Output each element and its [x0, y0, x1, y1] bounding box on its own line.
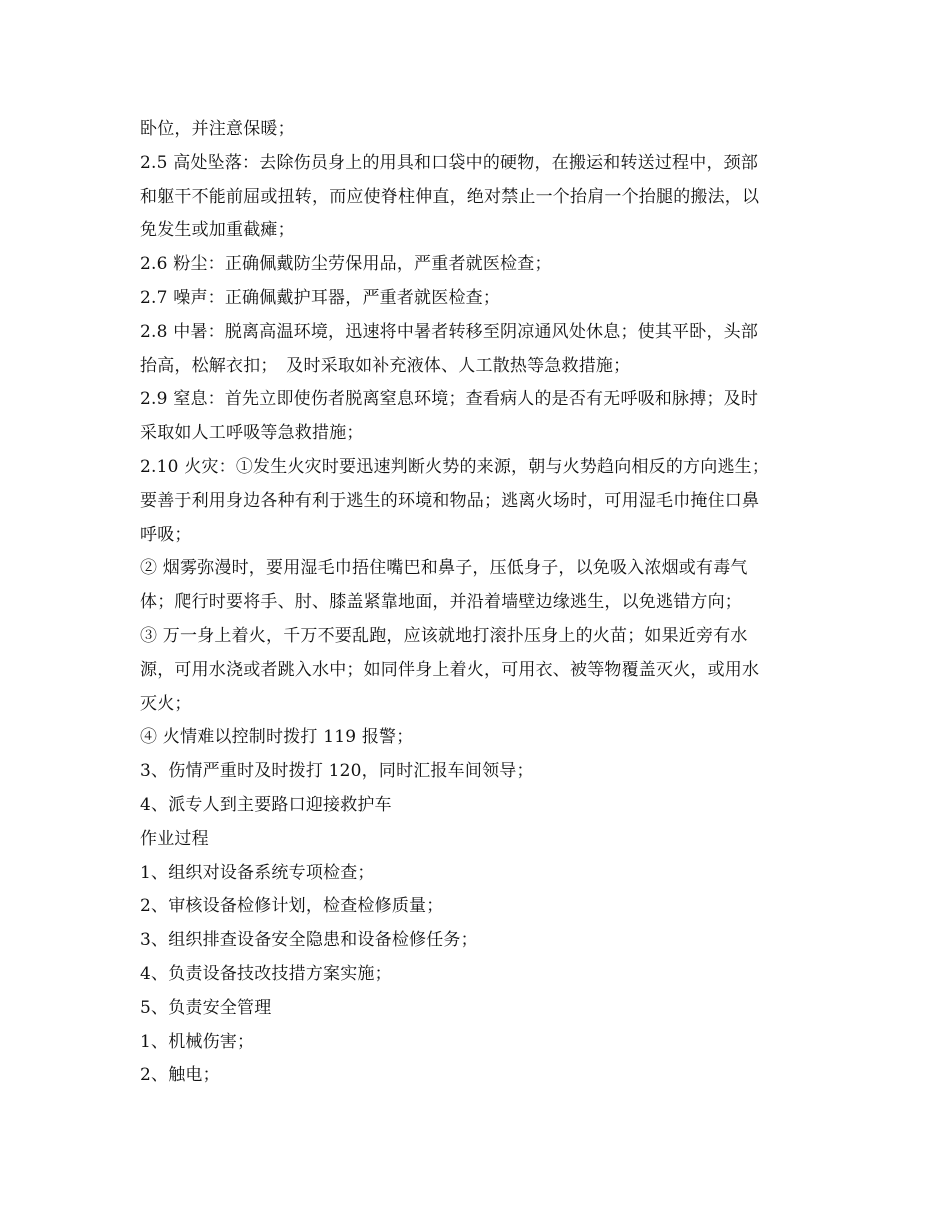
text-line: 2、审核设备检修计划，检查检修质量；: [140, 896, 444, 917]
text-line: 3、组织排查设备安全隐患和设备检修任务；: [140, 930, 478, 951]
text-line: 要善于利用身边各种有利于逃生的环境和物品；逃离火场时，可用湿毛巾掩住口鼻: [140, 490, 760, 511]
text-line: 2.8 中暑：脱离高温环境，迅速将中暑者转移至阴凉通风处休息；使其平卧，头部: [140, 321, 759, 342]
document-body: [140, 113, 820, 1093]
text-line: ② 烟雾弥漫时，要用湿毛巾捂住嘴巴和鼻子，压低身子，以免吸入浓烟或有毒气: [140, 558, 748, 579]
text-line: 体；爬行时要将手、肘、膝盖紧靠地面，并沿着墙壁边缘逃生，以免逃错方向；: [140, 592, 742, 613]
text-line: ④ 火情难以控制时拨打 119 报警；: [140, 727, 414, 748]
text-line: 3、伤情严重时及时拨打 120，同时汇报车间领导；: [140, 761, 534, 782]
text-line: ③ 万一身上着火，千万不要乱跑，应该就地打滚扑压身上的火苗；如果近旁有水: [140, 625, 748, 646]
text-line: 源，可用水浇或者跳入水中；如同伴身上着火，可用衣、被等物覆盖灭火，或用水: [140, 659, 760, 680]
text-line: 4、派专人到主要路口迎接救护车: [140, 794, 392, 815]
text-line: 2.10 火灾：①发生火灾时要迅速判断火势的来源，朝与火势趋向相反的方向逃生；: [140, 456, 770, 477]
text-line: 2.6 粉尘：正确佩戴防尘劳保用品，严重者就医检查；: [140, 254, 552, 275]
text-line: 采取如人工呼吸等急救措施；: [140, 423, 364, 444]
text-line: 2、触电；: [140, 1065, 220, 1086]
text-line: 4、负责设备技改技措方案实施；: [140, 963, 392, 984]
text-line: 卧位，并注意保暖；: [140, 119, 295, 139]
text-line: 1、机械伤害；: [140, 1031, 255, 1052]
text-line: 呼吸；: [140, 524, 192, 545]
text-line: 免发生或加重截瘫；: [140, 220, 295, 241]
section-heading: 作业过程: [140, 828, 209, 849]
text-line: 和躯干不能前屈或扭转，而应使脊柱伸直，绝对禁止一个抬肩一个抬腿的搬法，以: [140, 186, 760, 207]
text-line: 2.7 噪声：正确佩戴护耳器，严重者就医检查；: [140, 287, 501, 308]
text-line: 1、组织对设备系统专项检查；: [140, 862, 375, 883]
text-line: 抬高，松解衣扣； 及时采取如补充液体、人工散热等急救措施；: [140, 355, 631, 376]
text-line: 2.5 高处坠落：去除伤员身上的用具和口袋中的硬物，在搬运和转送过程中，颈部: [140, 152, 759, 173]
text-line: 2.9 窒息：首先立即使伤者脱离窒息环境；查看病人的是否有无呼吸和脉搏；及时: [140, 389, 759, 410]
text-line: 灭火；: [140, 693, 192, 714]
text-line: 5、负责安全管理: [140, 997, 272, 1018]
